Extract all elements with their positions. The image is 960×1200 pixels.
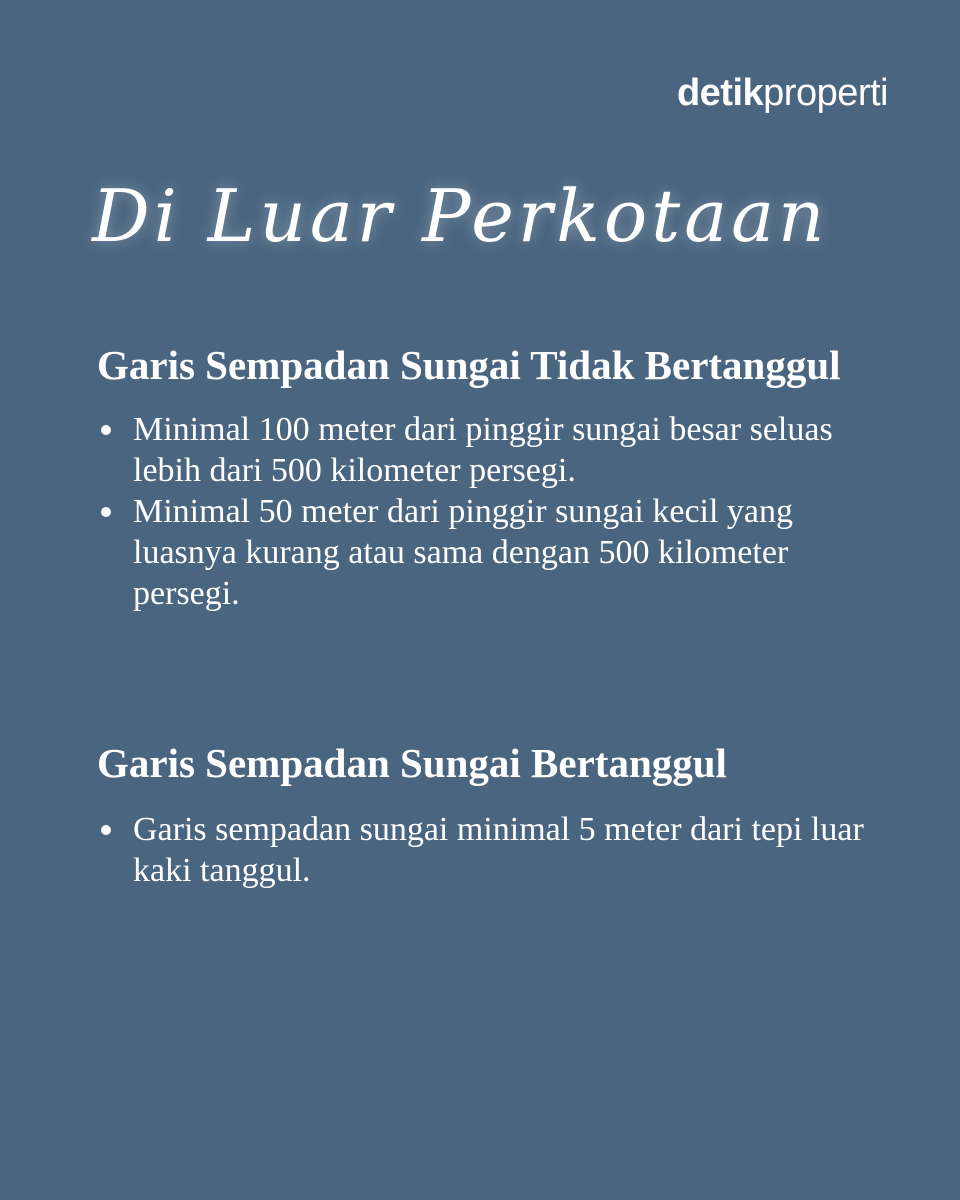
list-item-text: Minimal 50 meter dari pinggir sungai kecil yang luasnya kurang atau sama dengan 500 kilometer persegi. xyxy=(133,493,794,612)
section-tidak-bertanggul xyxy=(97,342,897,614)
logo-text-bold: detik xyxy=(676,72,764,114)
section-heading: Garis Sempadan Sungai Tidak Bertanggul xyxy=(97,342,841,388)
logo-text-light: properti xyxy=(763,72,888,114)
list-item xyxy=(97,809,897,891)
section-heading: Garis Sempadan Sungai Bertanggul xyxy=(97,740,727,786)
bullet-list xyxy=(97,409,897,614)
page-title: Di Luar Perkotaan xyxy=(92,174,829,258)
list-item-text: Minimal 100 meter dari pinggir sungai besar seluas lebih dari 500 kilometer persegi. xyxy=(133,411,833,489)
list-item-text: Garis sempadan sungai minimal 5 meter dari tepi luar kaki tanggul. xyxy=(133,811,864,889)
list-item xyxy=(97,409,897,491)
bullet-icon xyxy=(101,507,111,517)
section-bertanggul xyxy=(97,740,897,891)
list-item xyxy=(97,491,897,614)
bullet-icon xyxy=(101,825,111,835)
detikproperti-logo xyxy=(677,74,888,112)
bullet-icon xyxy=(101,425,111,435)
bullet-list xyxy=(97,809,897,891)
